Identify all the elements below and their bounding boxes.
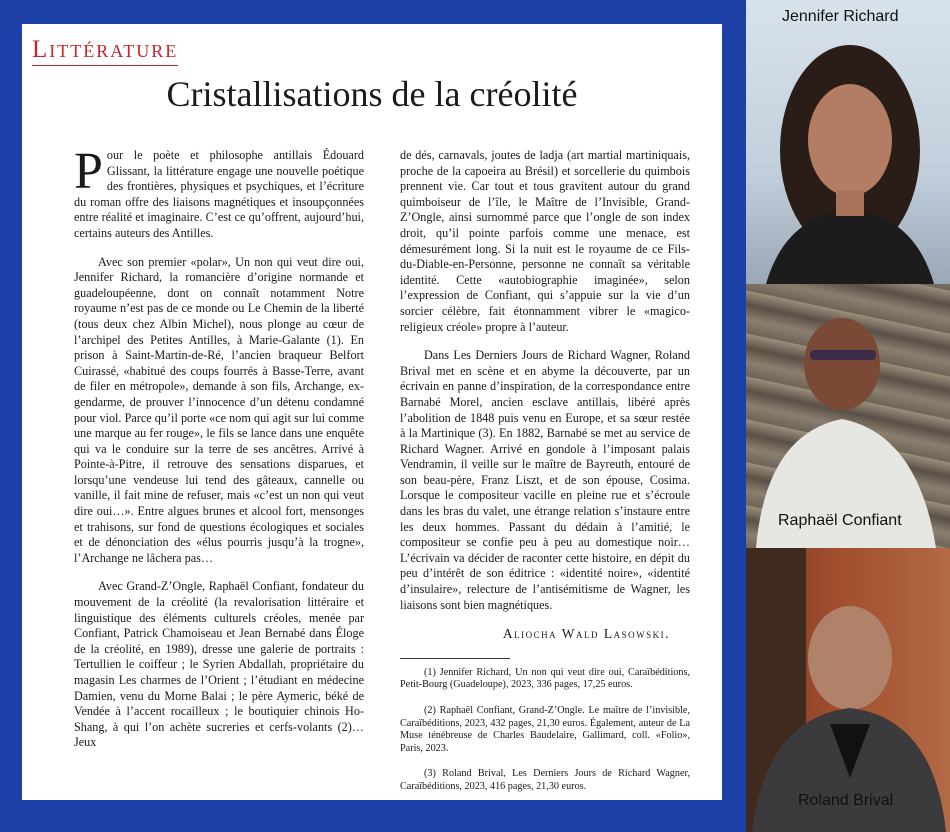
paragraph-roland-brival: Dans Les Derniers Jours de Richard Wagner, Roland Brival met en scène et en abyme la découverte, par un écrivain en panne d’inspiration, de la correspondance entre Barnabé Morel, ancien esclave antillais, libéré après l’abolition de 1848 puis venu en Europe, et sa sœur restée à la Martinique (3). En 1882, Barnabé se met au service de Richard Wagner. Arrivé en gondole à l’imposant palais Vendramin, il veille sur le maître de Bayreuth, entouré de son beau-père, Franz Liszt, et de son épouse, Cosima. Lorsque le compositeur vacille en pleine rue et s’écroule dans les bras du valet, une étrange relation s’instaure entre les deux hommes. Passant du dédain à l’amitié, le compositeur se confie peu à peu au domestique noir… L’écrivain va décider de raconter cette histoire, en dépit du peu d’intérêt de son éditrice : «identité noire», «identité d’insulaire», relecture de l’antisémitisme de Wagner, les liaisons sont bien magnétiques. [400, 348, 690, 612]
drop-cap: P [74, 143, 103, 200]
footnote-2: (2) Raphaël Confiant, Grand-Z’Ongle. Le maître de l’invisible, Caraïbéditions, 2023, 432 pages, 21,30 euros. Également, auteur de La Muse ténébreuse de Charles Baudelaire, Gallimard, coll. «Folio», Paris, 2023. [400, 705, 690, 754]
left-column [74, 143, 364, 764]
section-label: Littérature [32, 36, 178, 66]
footnote-3: (3) Roland Brival, Les Derniers Jours de Richard Wagner, Caraïbéditions, 2023, 416 pages, 21,30 euros. [400, 768, 690, 792]
paragraph-raphael-confiant: Avec Grand-Z’Ongle, Raphaël Confiant, fondateur du mouvement de la créolité (la revalorisation littéraire et linguistique des éléments culturels créoles, menée par Confiant, Patrick Chamoiseau et Jean Bernabé dans Éloge de la créolité, en 1989), dresse une galerie de portraits : Tertullien le coiffeur ; le Syrien Abdallah, propriétaire du magasin Les charmes de l’Orient ; l’étudiant en médecine Damien, venu du Morne Balai ; le père Aymeric, béké de Vendée à l’accent rocailleux ; le boutiquier chinois Ho-Shang, à qui l’on achète sucreries et cerfs-volants (2)… Jeux [74, 579, 364, 750]
author-photo [746, 0, 950, 284]
author-photo [746, 548, 950, 832]
photo-caption: Raphaël Confiant [778, 512, 902, 529]
paragraph-jennifer-richard: Avec son premier «polar», Un non qui veut dire oui, Jennifer Richard, la romancière d’origine normande et guadeloupéenne, dont on connaît notamment Notre royaume n’est pas de ce monde ou Le Chemin de la liberté (tous deux chez Albin Michel), nous plonge au cœur de l’archipel des Petites Antilles, à Marie-Galante (1). En prison à Saint-Martin-de-Ré, l’ancien braqueur Belfort Cuirassé, «habitué des coups fourrés à Basse-Terre, avant de filer en métropole», demande à son fils, Archange, ex-gendarme, de prouver l’innocence d’un détenu condamné pour viol. Parce qu’il porte «ce nom qui agit sur lui comme une marque au fer rouge», le fils se lance dans une enquête qui va le conduire sur la terre de ses ancêtres. Arrivé à Pointe-à-Pitre, il retrouve des sensations disparues, et lorsqu’une vendeuse lui tend des gâteaux, cannelle ou vanille, il fait mine de refuser, mais «c’est un non qui veut dire oui…». Entre algues brunes et alcool fort, mensonges et trahisons, sur fond de questions écologiques et sociales et de dénonciation des «élus pourris jusqu’à la trogne», l’Archange ne lâchera pas… [74, 254, 364, 565]
paragraph-grand-zongle-cont: de dés, carnavals, joutes de ladja (art martial martiniquais, proche de la capoeira au Brésil) et sorcellerie du quimbois prennent vie. Car tout et tous gravitent autour du grand quimboiseur de l’île, le Maître de l’Invisible, Grand-Z’Ongle, ainsi surnommé parce que l’ongle de son index droit, qu’il pointe parfois comme une menace, est démesurément long. Si la nuit est le royaume de ce Fils-du-Diable-en-Personne, personne ne connaît sa véritable identité. Cette «autobiographie imaginée», selon l’expression de Confiant, qui s’appuie sur la vie d’un sorcier célèbre, fait étonnamment vibrer le «magico-religieux créole» propre à l’auteur. [400, 148, 690, 334]
author-photos-strip [746, 0, 950, 832]
author-photo [746, 284, 950, 548]
author-signature: Aliocha Wald Lasowski. [502, 626, 670, 642]
portrait-jennifer-richard [746, 0, 950, 284]
photo-caption: Roland Brival [798, 792, 894, 809]
footnote-rule [400, 658, 510, 659]
right-column [400, 148, 690, 800]
intro-text: our le poète et philosophe antillais Édouard Glissant, la littérature engage une nouvelle poétique des frontières, physiques et psychiques, et l’écriture du roman offre des liaisons magnétiques et insoupçonnées entre réalité et imaginaire. C’est ce qu’offrent, aujourd’hui, certains auteurs des Antilles. [74, 148, 364, 240]
intro-paragraph [74, 143, 364, 242]
article-panel [22, 24, 722, 800]
photo-caption: Jennifer Richard [782, 8, 899, 25]
portrait-raphael-confiant [746, 284, 950, 548]
article-title: Cristallisations de la créolité [166, 74, 578, 114]
footnote-1: (1) Jennifer Richard, Un non qui veut dire oui, Caraïbéditions, Petit-Bourg (Guadeloupe), 2023, 336 pages, 17,25 euros. [400, 666, 690, 691]
portrait-roland-brival [746, 548, 950, 832]
